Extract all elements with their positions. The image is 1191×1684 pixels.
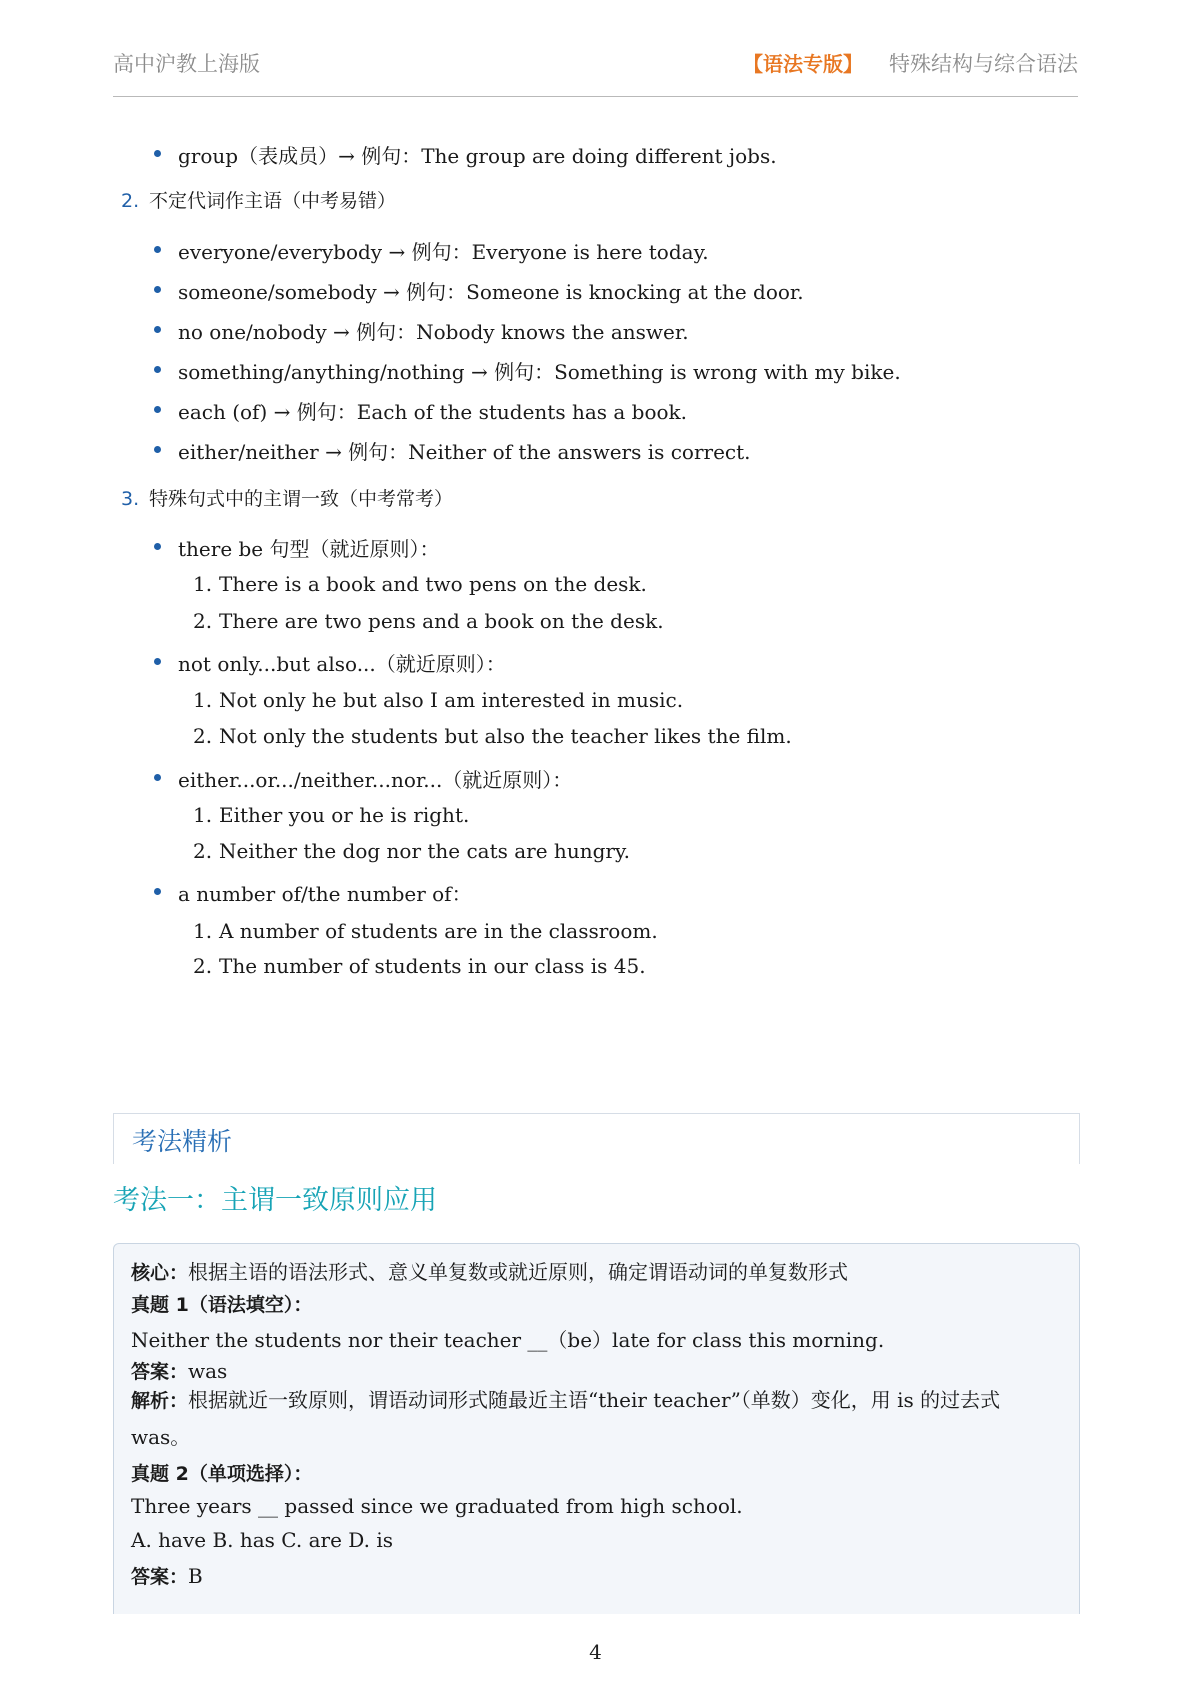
example-item: 1. There is a book and two pens on the desk. xyxy=(193,572,647,596)
question-2-options: A. have B. has C. are D. is xyxy=(131,1528,393,1552)
example-item: 1. A number of students are in the classroom. xyxy=(193,919,658,943)
list-item: everyone/everybody → 例句：Everyone is here today. xyxy=(158,236,709,265)
list-item: either...or.../neither...nor...（就近原则）： xyxy=(158,764,572,793)
question-1-label: 真题 1（语法填空）： xyxy=(131,1294,313,1316)
section-title-box xyxy=(113,1113,1080,1164)
question-2-label: 真题 2（单项选择）： xyxy=(131,1463,313,1485)
section-heading-3: 3. 特殊句式中的主谓一致（中考常考） xyxy=(121,488,454,510)
list-item: something/anything/nothing → 例句：Something is wrong with my bike. xyxy=(158,356,901,385)
section-title: 考法精析 xyxy=(132,1127,233,1156)
core-line: 核心：根据主语的语法形式、意义单复数或就近原则，确定谓语动词的单复数形式 xyxy=(131,1260,849,1284)
example-item: 2. Not only the students but also the teacher likes the film. xyxy=(193,724,792,748)
example-item: 2. There are two pens and a book on the desk. xyxy=(193,609,664,633)
page-header xyxy=(113,44,1078,97)
question-2-text: Three years __ passed since we graduated from high school. xyxy=(131,1494,743,1518)
header-chapter: 特殊结构与综合语法 xyxy=(889,52,1078,76)
page-number: 4 xyxy=(589,1640,602,1664)
header-tag: 【语法专版】 xyxy=(743,52,863,76)
question-box xyxy=(113,1243,1080,1614)
list-item: a number of/the number of： xyxy=(158,878,472,907)
list-item: group（表成员）→ 例句：The group are doing different jobs. xyxy=(158,140,777,169)
example-item: 1. Not only he but also I am interested in music. xyxy=(193,688,684,712)
list-item: either/neither → 例句：Neither of the answers is correct. xyxy=(158,436,751,465)
list-item: no one/nobody → 例句：Nobody knows the answer. xyxy=(158,316,689,345)
list-item: each (of) → 例句：Each of the students has a book. xyxy=(158,396,687,425)
question-1-text: Neither the students nor their teacher __（be）late for class this morning. xyxy=(131,1328,885,1352)
example-item: 2. The number of students in our class is 45. xyxy=(193,954,646,978)
answer-1: 答案：was xyxy=(131,1359,228,1383)
explanation: 解析：根据就近一致原则，谓语动词形式随最近主语“their teacher”（单数）变化，用 is 的过去式 was。 xyxy=(131,1388,1001,1449)
list-item: someone/somebody → 例句：Someone is knocking at the door. xyxy=(158,276,804,305)
header-right xyxy=(743,48,1078,78)
header-book-title: 高中沪教上海版 xyxy=(113,52,260,76)
example-item: 1. Either you or he is right. xyxy=(193,803,470,827)
method-title: 考法一：主谓一致原则应用 xyxy=(113,1185,437,1216)
example-item: 2. Neither the dog nor the cats are hungry. xyxy=(193,839,630,863)
list-item: not only...but also...（就近原则）： xyxy=(158,648,506,677)
answer-2: 答案：B xyxy=(131,1564,203,1588)
list-item: there be 句型（就近原则）： xyxy=(158,533,440,562)
section-heading-2: 2. 不定代词作主语（中考易错） xyxy=(121,190,397,212)
